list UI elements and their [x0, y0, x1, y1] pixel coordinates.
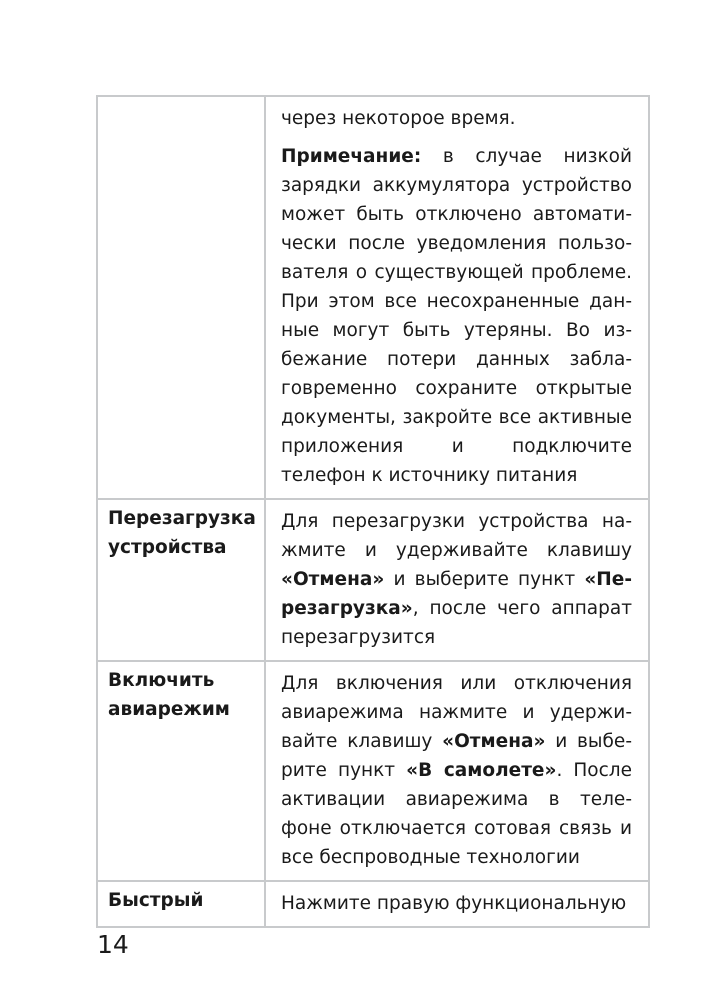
- paragraph: [281, 669, 632, 872]
- menu-item-name: «В самолете»: [406, 760, 557, 781]
- note-paragraph: [281, 142, 632, 490]
- term-cell: [97, 499, 265, 661]
- settings-table: [96, 95, 650, 928]
- paragraph: [281, 104, 632, 133]
- term-cell: [97, 96, 265, 499]
- text-span: . После активации авиарежима в телефоне отключается сотовая связь и все беспроводные технологии: [281, 760, 632, 868]
- description-cell: [265, 661, 649, 881]
- term-cell: [97, 661, 265, 881]
- text-span: через некоторое время.: [281, 108, 516, 129]
- text-span: Нажмите правую функциональную: [281, 893, 627, 914]
- table-row: [97, 661, 649, 881]
- text-span: Для включения или отключения авиарежима нажмите и удерживайте клавишу: [281, 673, 632, 752]
- text-span: Для перезагрузки устройства нажмите и удерживайте клавишу: [281, 511, 632, 561]
- note-label: Примечание:: [281, 146, 422, 167]
- table-row: [97, 499, 649, 661]
- text-span: и выберите пункт: [281, 731, 632, 781]
- paragraph: [281, 889, 632, 918]
- note-text: в случае низкой зарядки аккумулятора устройство может быть отключено автоматически после уведомления пользователя о существующей проблеме. При этом все несохраненные данные могут быть утеряны. Во избежание потери данных заблаговременно сохраните открытые документы, закройте все активные приложения и подключите телефон к источнику питания: [281, 146, 632, 486]
- key-name: «Отмена»: [281, 569, 385, 590]
- description-cell: [265, 881, 649, 927]
- paragraph: [281, 507, 632, 652]
- term-label-line: Быстрый: [108, 890, 204, 911]
- page-number: 14: [97, 930, 129, 959]
- term-cell: [97, 881, 265, 927]
- description-cell: [265, 96, 649, 499]
- description-cell: [265, 499, 649, 661]
- term-label-line: устройства: [108, 537, 227, 558]
- term-label-line: Перезагрузка: [108, 508, 256, 529]
- text-span: , после чего аппарат перезагрузится: [281, 598, 632, 648]
- table-row: [97, 881, 649, 927]
- text-span: и выберите пункт: [384, 569, 585, 590]
- menu-item-name: «Перезагрузка»: [281, 569, 632, 619]
- term-label-line: Включить: [108, 670, 215, 691]
- term-label-line: авиарежим: [108, 699, 230, 720]
- key-name: «Отмена»: [442, 731, 546, 752]
- table-row: [97, 96, 649, 499]
